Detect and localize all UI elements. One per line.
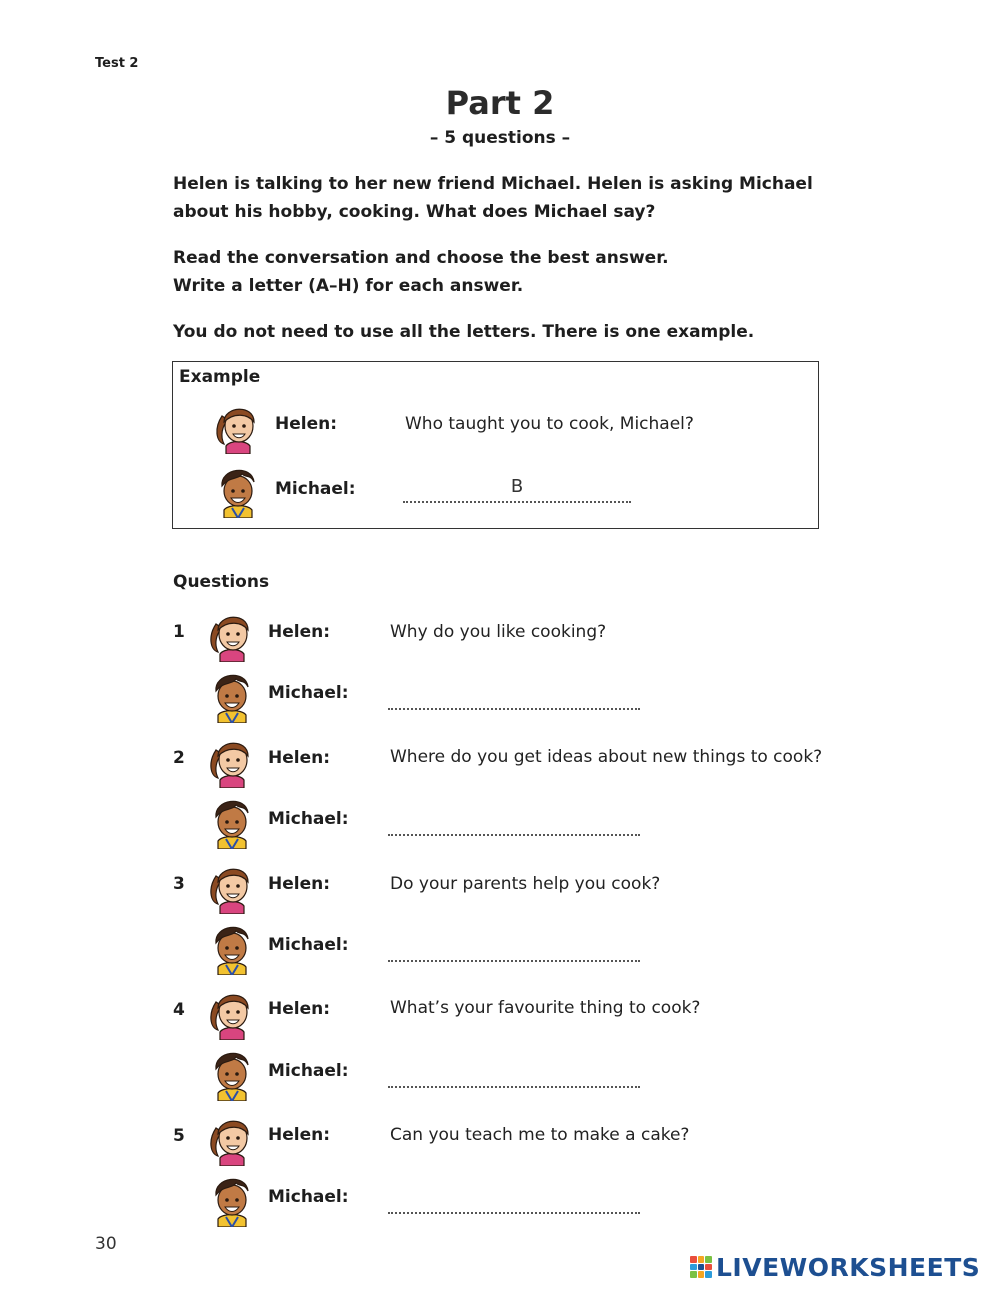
question-number: 5 (173, 1126, 185, 1146)
michael-avatar-icon (206, 1171, 258, 1227)
intro-line: Helen is talking to her new friend Michael. Helen is asking Michael (173, 174, 813, 194)
example-title: Example (179, 367, 261, 387)
page-title: Part 2 (445, 84, 555, 122)
question-number: 3 (173, 874, 185, 894)
question-helen-text: What’s your favourite thing to cook? (390, 998, 701, 1018)
michael-avatar-icon (206, 1045, 258, 1101)
question-helen-label: Helen: (268, 622, 331, 642)
helen-avatar-icon (212, 398, 264, 454)
brand-name: LIVEWORKSHEETS (716, 1252, 981, 1282)
test-label: Test 2 (95, 56, 139, 71)
example-helen-text: Who taught you to cook, Michael? (405, 414, 694, 434)
question-helen-text: Where do you get ideas about new things to cook? (390, 747, 823, 767)
example-helen-label: Helen: (275, 414, 338, 434)
michael-avatar-icon (206, 667, 258, 723)
question-helen-text: Why do you like cooking? (390, 622, 607, 642)
example-michael-label: Michael: (275, 479, 356, 499)
question-number: 4 (173, 1000, 185, 1020)
liveworksheets-logo (690, 1250, 980, 1284)
helen-avatar-icon (206, 732, 258, 788)
michael-avatar-icon (212, 462, 264, 518)
page-number: 30 (95, 1234, 117, 1254)
answer-input-4[interactable] (388, 1066, 640, 1088)
question-number: 1 (173, 622, 185, 642)
answer-input-1[interactable] (388, 688, 640, 710)
intro-paragraph-1 (173, 170, 833, 226)
helen-avatar-icon (206, 606, 258, 662)
question-helen-label: Helen: (268, 874, 331, 894)
question-helen-text: Can you teach me to make a cake? (390, 1125, 690, 1145)
michael-avatar-icon (206, 919, 258, 975)
intro-paragraph-2 (173, 244, 833, 300)
question-helen-text: Do your parents help you cook? (390, 874, 661, 894)
question-michael-label: Michael: (268, 1187, 349, 1207)
helen-avatar-icon (206, 984, 258, 1040)
intro-line: Write a letter (A–H) for each answer. (173, 276, 524, 296)
questions-heading: Questions (173, 572, 270, 592)
intro-line: Read the conversation and choose the best answer. (173, 248, 669, 268)
question-michael-label: Michael: (268, 1061, 349, 1081)
page-subtitle: – 5 questions – (429, 128, 571, 148)
question-helen-label: Helen: (268, 1125, 331, 1145)
question-helen-label: Helen: (268, 999, 331, 1019)
example-box (172, 361, 819, 529)
liveworksheets-grid-icon (690, 1256, 712, 1278)
question-number: 2 (173, 748, 185, 768)
question-michael-label: Michael: (268, 935, 349, 955)
michael-avatar-icon (206, 793, 258, 849)
intro-line: about his hobby, cooking. What does Michael say? (173, 202, 656, 222)
answer-input-5[interactable] (388, 1192, 640, 1214)
helen-avatar-icon (206, 1110, 258, 1166)
example-answer-line (403, 476, 631, 503)
intro-paragraph-3: You do not need to use all the letters. There is one example. (173, 322, 755, 342)
question-michael-label: Michael: (268, 809, 349, 829)
question-helen-label: Helen: (268, 748, 331, 768)
example-answer: B (510, 476, 524, 497)
answer-input-2[interactable] (388, 814, 640, 836)
answer-input-3[interactable] (388, 940, 640, 962)
question-michael-label: Michael: (268, 683, 349, 703)
helen-avatar-icon (206, 858, 258, 914)
